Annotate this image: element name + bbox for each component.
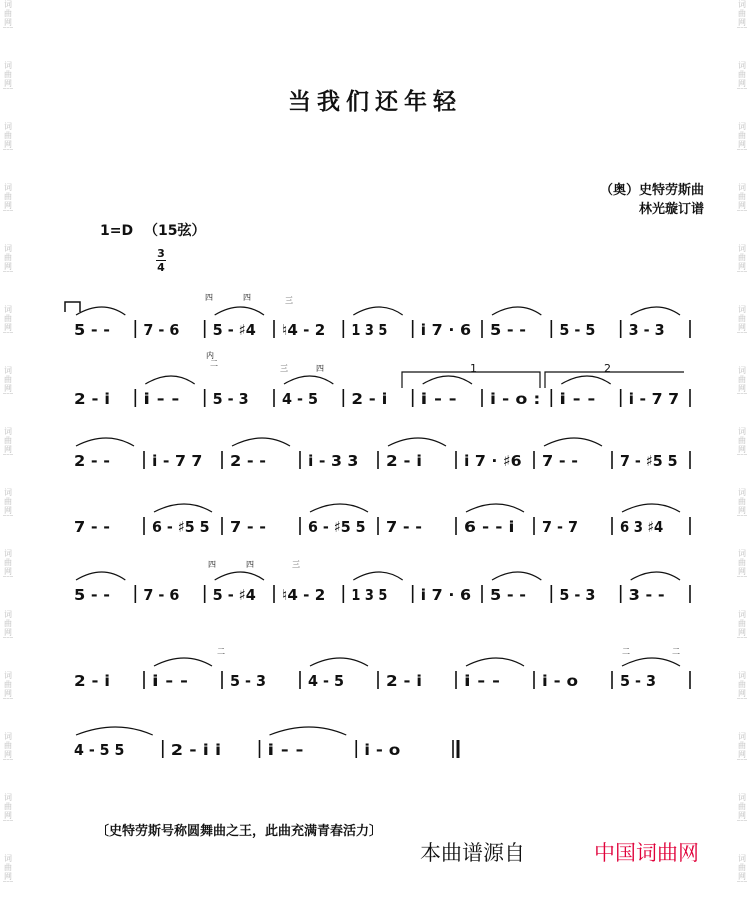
- measure: 5 - ♯4: [212, 586, 256, 604]
- fingering-mark: 二: [672, 647, 680, 656]
- slur: [631, 572, 680, 580]
- measure: 7 - 6: [143, 586, 180, 604]
- slur: [154, 504, 212, 512]
- measure: 2 - i i: [170, 741, 222, 759]
- watermark-mark: 词 曲 网: [4, 244, 12, 271]
- fingering-mark: 三: [280, 364, 288, 373]
- fingering-mark: 四: [243, 293, 251, 302]
- slur: [388, 438, 446, 446]
- arranger-credit: 林光璇订谱: [638, 202, 704, 217]
- volta-bracket: [545, 372, 684, 388]
- measure: 3 - 3: [628, 321, 665, 339]
- measure: 2 - i: [351, 390, 388, 408]
- slur: [154, 658, 212, 666]
- measure: 7 - -: [386, 518, 422, 536]
- slur: [215, 307, 264, 315]
- watermark-mark: 词 曲 网: [738, 183, 746, 210]
- measure: ♮4 - 2: [282, 321, 326, 339]
- slur: [353, 307, 402, 315]
- watermark-mark: 词 曲 网: [4, 183, 12, 210]
- measure: 6 - ♯5 5: [152, 518, 210, 536]
- measure: 3 - -: [628, 586, 665, 604]
- slur: [353, 572, 402, 580]
- slur: [622, 504, 680, 512]
- measure: 7 - 7: [542, 518, 578, 536]
- watermark-mark: 词 曲 网: [738, 732, 746, 759]
- slur: [622, 658, 680, 666]
- slur: [631, 307, 680, 315]
- measure: 2 - i: [386, 452, 422, 470]
- watermark-mark: 词 曲 网: [4, 305, 12, 332]
- watermark-mark: 词 曲 网: [4, 732, 12, 759]
- slur: [284, 376, 333, 384]
- measure: 5 - 3: [620, 672, 656, 690]
- measure: i - 3 3: [308, 452, 359, 470]
- source-label: 本曲谱源自: [420, 841, 525, 865]
- measure: 2 - i: [74, 390, 110, 408]
- watermark-mark: 词 曲 网: [4, 488, 12, 515]
- bow-mark: [65, 302, 80, 312]
- watermark-mark: 词 曲 网: [4, 366, 12, 393]
- measure: i - 7 7: [152, 452, 203, 470]
- watermark-mark: 词 曲 网: [4, 610, 12, 637]
- measure: 4 - 5: [308, 672, 344, 690]
- watermark-mark: 词 曲 网: [738, 244, 746, 271]
- site-link[interactable]: 中国词曲网: [594, 841, 699, 865]
- key-label: 1=D: [100, 223, 134, 239]
- measure: i - -: [420, 390, 457, 408]
- measure: 1 3 5: [351, 586, 388, 604]
- page-title: 当我们还年轻: [288, 89, 462, 115]
- watermark-mark: 词 曲 网: [738, 122, 746, 149]
- measure: 5 - 3: [230, 672, 266, 690]
- fingering-mark: 二: [210, 359, 218, 368]
- measure: i - o: [364, 741, 401, 759]
- watermark-mark: 词 曲 网: [4, 0, 12, 27]
- footer-note: 〔史特劳斯号称圆舞曲之王，此曲充满青春活力〕: [96, 824, 383, 839]
- watermark-mark: 词 曲 网: [4, 671, 12, 698]
- slur: [76, 572, 125, 580]
- measure: i - -: [559, 390, 596, 408]
- measure: 5 - -: [490, 321, 526, 339]
- volta-1-label: 1: [470, 362, 477, 375]
- watermark-mark: 词 曲 网: [738, 610, 746, 637]
- watermark-mark: 词 曲 网: [738, 793, 746, 820]
- slur: [310, 658, 368, 666]
- measure: 6 3 ♯4: [620, 518, 664, 536]
- measure: i 7 · 6: [420, 321, 472, 339]
- slur: [145, 376, 194, 384]
- measure: 1 3 5: [351, 321, 388, 339]
- measure: 5 - -: [74, 586, 110, 604]
- watermark-mark: 词 曲 网: [4, 122, 12, 149]
- fingering-mark: 二: [622, 647, 630, 656]
- volta-2-label: 2: [604, 362, 611, 375]
- measure: i - 7 7: [628, 390, 680, 408]
- slur: [76, 438, 134, 446]
- watermark-mark: 词 曲 网: [738, 488, 746, 515]
- fingering-mark: 三: [292, 560, 300, 569]
- watermark-mark: 词 曲 网: [738, 305, 746, 332]
- meter-top: 3: [157, 247, 165, 260]
- fingering-mark: 二: [217, 647, 225, 656]
- measure: i - -: [464, 672, 500, 690]
- watermark-mark: 词 曲 网: [738, 549, 746, 576]
- fingering-mark: 三: [285, 296, 293, 305]
- fingering-mark: 四: [205, 293, 213, 302]
- slur: [232, 438, 290, 446]
- fingering-mark: 内: [206, 351, 214, 360]
- measure: i - o: [542, 672, 578, 690]
- fingering-mark: 四: [246, 560, 254, 569]
- slur: [423, 376, 472, 384]
- watermark-mark: 词 曲 网: [738, 366, 746, 393]
- measure: 5 - 3: [212, 390, 249, 408]
- slur: [466, 504, 524, 512]
- measure: i 7 · 6: [420, 586, 472, 604]
- measure: 2 - -: [74, 452, 110, 470]
- measure: 6 - ♯5 5: [308, 518, 366, 536]
- watermark-mark: 词 曲 网: [4, 61, 12, 88]
- measure: 7 - -: [230, 518, 266, 536]
- fingering-mark: 四: [316, 364, 324, 373]
- measure: 5 - -: [490, 586, 526, 604]
- measure: 4 - 5: [282, 390, 318, 408]
- measure: 2 - i: [386, 672, 422, 690]
- tuning-label: （15弦）: [143, 223, 206, 239]
- slur: [492, 572, 541, 580]
- measure: 5 - 3: [559, 586, 596, 604]
- slur: [215, 572, 264, 580]
- watermark-mark: 词 曲 网: [738, 61, 746, 88]
- slur: [544, 438, 602, 446]
- watermark-mark: 词 曲 网: [4, 854, 12, 881]
- watermark-mark: 词 曲 网: [738, 671, 746, 698]
- watermark-mark: 词 曲 网: [4, 427, 12, 454]
- measure: i - o :: [490, 390, 541, 408]
- measure: i - -: [143, 390, 180, 408]
- slur: [76, 307, 125, 315]
- watermark-mark: 词 曲 网: [738, 0, 746, 27]
- watermark-mark: 词 曲 网: [4, 793, 12, 820]
- measure: i - -: [152, 672, 188, 690]
- measure: 5 - -: [74, 321, 110, 339]
- fingering-mark: 四: [208, 560, 216, 569]
- watermark-mark: 词 曲 网: [4, 549, 12, 576]
- measure: 7 - -: [74, 518, 110, 536]
- measure: ♮4 - 2: [282, 586, 326, 604]
- slur: [270, 727, 347, 735]
- measure: 2 - -: [230, 452, 266, 470]
- slur: [310, 504, 368, 512]
- measure: i - -: [267, 741, 304, 759]
- slur: [76, 727, 153, 735]
- measure: 5 - 5: [559, 321, 596, 339]
- slur: [492, 307, 541, 315]
- measure: 6 - - i: [464, 518, 515, 536]
- meter-bottom: 4: [157, 261, 165, 274]
- slur: [561, 376, 610, 384]
- measure: i 7 · ♯6: [464, 452, 522, 470]
- watermark-mark: 词 曲 网: [738, 854, 746, 881]
- measure: 4 - 5 5: [74, 741, 125, 759]
- measure: 2 - i: [74, 672, 110, 690]
- measure: 7 - -: [542, 452, 578, 470]
- measure: 7 - 6: [143, 321, 180, 339]
- measure: 7 - ♯5 5: [620, 452, 678, 470]
- composer-credit: （奥）史特劳斯曲: [599, 183, 704, 198]
- watermark-mark: 词 曲 网: [738, 427, 746, 454]
- slur: [466, 658, 524, 666]
- measure: 5 - ♯4: [212, 321, 256, 339]
